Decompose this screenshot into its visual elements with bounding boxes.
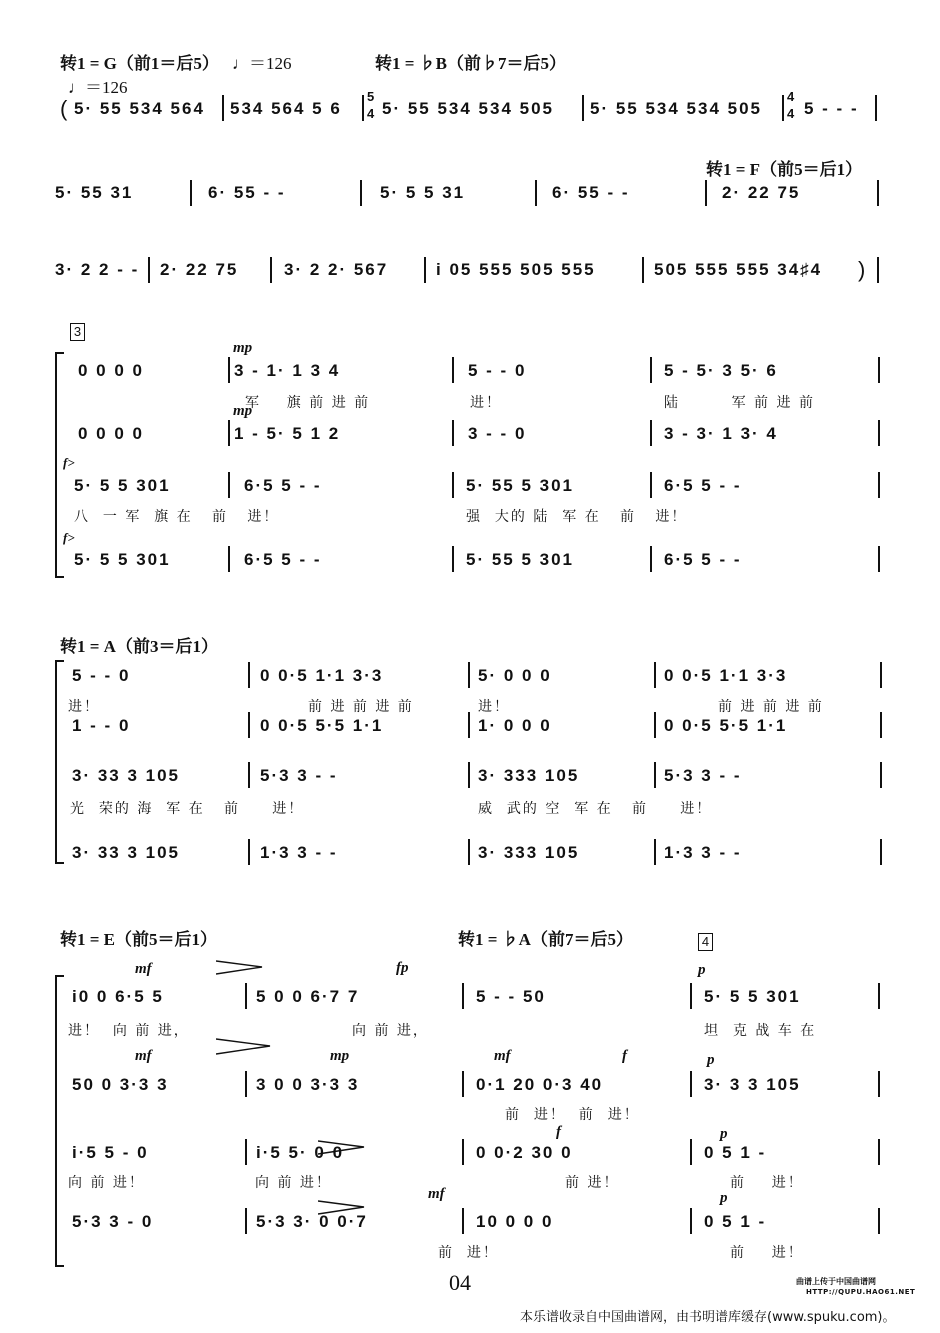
intro-r2-m4: 6· 55 - - (552, 183, 630, 202)
barline (468, 712, 470, 738)
barline (878, 357, 880, 383)
barline (228, 472, 230, 498)
s3-staff4-m3: 5· 55 5 301 (466, 550, 575, 569)
sa-staff4-m4: 1·3 3 - - (664, 843, 742, 862)
barline (245, 1071, 247, 1097)
dynamic-f-accent: f> (63, 530, 75, 545)
dynamic-mp: mp (233, 340, 253, 356)
se-staff1-m1: i0 0 6·5 5 (72, 987, 164, 1006)
watermark-line2: HTTP://QUPU.HAO61.NET (806, 1288, 916, 1296)
barline (875, 95, 877, 121)
barline (650, 420, 652, 446)
barline (880, 712, 882, 738)
lyrics: 前 进！ 前 进！ (505, 1107, 640, 1123)
dynamic-p: p (720, 1126, 728, 1142)
barline (582, 95, 584, 121)
s3-staff2-m2: 1 - 5· 5 1 2 (234, 424, 341, 443)
s3-staff1-m4: 5 - 5· 3 5· 6 (664, 361, 778, 380)
se-staff2-m3: 0·1 20 0·3 40 (476, 1075, 604, 1094)
se-staff3-m1: i·5 5 - 0 (72, 1143, 149, 1162)
sa-staff1-m2: 0 0·5 1·1 3·3 (260, 666, 384, 685)
s3-staff3-m3: 5· 55 5 301 (466, 476, 575, 495)
intro-r3-m3: 3· 2 2· 567 (284, 260, 389, 279)
se-staff1-m3: 5 - - 50 (476, 987, 546, 1006)
rehearsal-mark-4: 4 (698, 933, 713, 951)
intro-r3-m2: 2· 22 75 (160, 260, 239, 279)
dynamic-p: p (707, 1052, 715, 1068)
dynamic-mf: mf (135, 1048, 152, 1064)
sa-staff1-m4: 0 0·5 1·1 3·3 (664, 666, 788, 685)
lyrics: 八 一 军 旗 在 前 进！ (74, 509, 280, 525)
s3-staff2-m1: 0 0 0 0 (78, 424, 144, 443)
barline (245, 1139, 247, 1165)
lyrics: 光 荣的 海 军 在 前 进！ (70, 801, 305, 817)
dynamic-mp: mp (233, 403, 253, 419)
barline (654, 839, 656, 865)
dynamic-mf: mf (494, 1048, 511, 1064)
barline (880, 662, 882, 688)
sa-staff3-m4: 5·3 3 - - (664, 766, 742, 785)
barline (424, 257, 426, 283)
time-signature-den: 4 (787, 106, 797, 121)
barline (878, 1208, 880, 1234)
s3-staff2-m3: 3 - - 0 (468, 424, 527, 443)
barline (228, 546, 230, 572)
close-paren: ) (858, 257, 868, 282)
barline (270, 257, 272, 283)
barline (248, 662, 250, 688)
dynamic-mf: mf (135, 961, 152, 977)
sa-staff2-m1: 1 - - 0 (72, 716, 131, 735)
intro-r2-m1: 5· 55 31 (55, 183, 134, 202)
key-change-ab: 转1 = ♭A（前7＝后5） (458, 930, 633, 949)
barline (878, 1071, 880, 1097)
dynamic-mp: mp (330, 1048, 350, 1064)
sa-staff4-m1: 3· 33 3 105 (72, 843, 181, 862)
se-staff1-m2: 5 0 0 6·7 7 (256, 987, 360, 1006)
intro-r1-m1: 5· 55 534 564 (74, 99, 205, 118)
key-change-bb: 转1 = ♭B（前♭7＝后5） (375, 54, 567, 73)
sa-staff1-m3: 5· 0 0 0 (478, 666, 552, 685)
barline (452, 420, 454, 446)
se-staff3-m2: i·5 5· 0 0 (256, 1143, 345, 1162)
intro-r2-m5: 2· 22 75 (722, 183, 801, 202)
intro-r2-m3: 5· 5 5 31 (380, 183, 466, 202)
dynamic-p: p (698, 962, 706, 978)
system-bracket (55, 660, 64, 864)
open-paren: ( (60, 96, 70, 121)
dynamic-f-accent: f> (63, 455, 75, 470)
s3-staff1-m2: 3 - 1· 1 3 4 (234, 361, 341, 380)
barline (468, 839, 470, 865)
lyrics: 威 武的 空 军 在 前 进！ (478, 801, 713, 817)
rehearsal-mark-3: 3 (70, 323, 85, 341)
barline (877, 180, 879, 206)
se-staff3-m3: 0 0·2 30 0 (476, 1143, 573, 1162)
lyrics: 强 大的 陆 军 在 前 进！ (466, 509, 688, 525)
s3-staff3-m4: 6·5 5 - - (664, 476, 742, 495)
dynamic-mf: mf (428, 1186, 445, 1202)
lyrics: 向 前 进！ (255, 1175, 332, 1191)
barline (248, 839, 250, 865)
barline (650, 472, 652, 498)
s3-staff2-m4: 3 - 3· 1 3· 4 (664, 424, 778, 443)
lyrics: 向 前 进， (352, 1023, 429, 1039)
barline (690, 1139, 692, 1165)
barline (880, 839, 882, 865)
sa-staff4-m2: 1·3 3 - - (260, 843, 338, 862)
barline (452, 472, 454, 498)
se-staff2-m1: 50 0 3·3 3 (72, 1075, 169, 1094)
s3-staff3-m1: 5· 5 5 301 (74, 476, 171, 495)
lyrics: 进！ (470, 395, 502, 411)
barline (878, 983, 880, 1009)
crescendo-hairpin (216, 1036, 272, 1058)
lyrics: 前 进 前 进 前 (308, 699, 414, 715)
sa-staff1-m1: 5 - - 0 (72, 666, 131, 685)
se-staff2-m2: 3 0 0 3·3 3 (256, 1075, 360, 1094)
key-change-a: 转1 = A（前3＝后1） (60, 637, 218, 656)
time-signature-den: 4 (367, 106, 377, 121)
lyrics: 坦 克 战 车 在 (704, 1023, 817, 1039)
key-change-g: 转1 = G（前1＝后5） (60, 54, 219, 73)
barline (650, 546, 652, 572)
barline (462, 1208, 464, 1234)
dynamic-p: p (720, 1190, 728, 1206)
barline (468, 762, 470, 788)
barline (360, 180, 362, 206)
sa-staff3-m1: 3· 33 3 105 (72, 766, 181, 785)
barline (877, 257, 879, 283)
barline (462, 1071, 464, 1097)
dynamic-f: f (556, 1124, 561, 1140)
barline (148, 257, 150, 283)
tempo-marking-left: ♩＝126 (68, 78, 128, 97)
intro-r1-m5: 5 - - - (804, 99, 859, 118)
lyrics: 陆 军 前 进 前 (664, 395, 815, 411)
page-number: 04 (449, 1270, 471, 1295)
barline (878, 1139, 880, 1165)
barline (190, 180, 192, 206)
barline (248, 712, 250, 738)
barline (878, 420, 880, 446)
barline (654, 712, 656, 738)
barline (705, 180, 707, 206)
se-staff4-m4: 0 5 1 - (704, 1212, 767, 1231)
sa-staff2-m3: 1· 0 0 0 (478, 716, 552, 735)
dynamic-fp: fp (396, 960, 409, 976)
barline (462, 1139, 464, 1165)
s3-staff4-m2: 6·5 5 - - (244, 550, 322, 569)
barline (228, 357, 230, 383)
se-staff1-m4: 5· 5 5 301 (704, 987, 801, 1006)
lyrics: 前 进！ (438, 1245, 499, 1261)
barline (690, 1208, 692, 1234)
barline (654, 762, 656, 788)
barline (245, 983, 247, 1009)
barline (654, 662, 656, 688)
intro-r3-m5: 505 555 555 34♯4 (654, 260, 823, 279)
se-staff2-m4: 3· 3 3 105 (704, 1075, 801, 1094)
barline (228, 420, 230, 446)
intro-r1-m3: 5· 55 534 534 505 (382, 99, 555, 118)
lyrics: 进！ (68, 699, 100, 715)
watermark-line1: 曲谱上传于中国曲谱网 (796, 1277, 876, 1286)
se-staff4-m1: 5·3 3 - 0 (72, 1212, 154, 1231)
barline (222, 95, 224, 121)
barline (650, 357, 652, 383)
barline (642, 257, 644, 283)
lyrics: 前 进！ (730, 1245, 804, 1261)
lyrics: 进！ 向 前 进， (68, 1023, 190, 1039)
lyrics: 前 进 前 进 前 (718, 699, 824, 715)
barline (690, 983, 692, 1009)
intro-r1-m2: 534 564 5 6 (230, 99, 342, 118)
crescendo-hairpin (216, 958, 264, 978)
se-staff4-m2: 5·3 3· 0 0·7 (256, 1212, 368, 1231)
intro-r3-m1: 3· 2 2 - - (55, 260, 140, 279)
dynamic-f: f (622, 1048, 627, 1064)
s3-staff4-m1: 5· 5 5 301 (74, 550, 171, 569)
key-change-e: 转1 = E（前5＝后1） (60, 930, 218, 949)
se-staff3-m4: 0 5 1 - (704, 1143, 767, 1162)
se-staff4-m3: 10 0 0 0 (476, 1212, 554, 1231)
lyrics: 向 前 进！ (68, 1175, 145, 1191)
barline (362, 95, 364, 121)
barline (452, 546, 454, 572)
lyrics: 军 旗 前 进 前 (245, 395, 371, 411)
intro-r3-m4: i 05 555 505 555 (436, 260, 596, 279)
barline (245, 1208, 247, 1234)
lyrics: 进！ (478, 699, 510, 715)
s3-staff1-m1: 0 0 0 0 (78, 361, 144, 380)
barline (782, 95, 784, 121)
time-signature-num: 4 (787, 89, 797, 104)
lyrics: 前 进！ (565, 1175, 620, 1191)
barline (248, 762, 250, 788)
intro-r2-m2: 6· 55 - - (208, 183, 286, 202)
sa-staff3-m3: 3· 333 105 (478, 766, 580, 785)
intro-r1-m4: 5· 55 534 534 505 (590, 99, 763, 118)
footer-notice: 本乐谱收录自中国曲谱网，由书明谱库缓存(www.spuku.com)。 (520, 1310, 896, 1325)
barline (535, 180, 537, 206)
sa-staff3-m2: 5·3 3 - - (260, 766, 338, 785)
lyrics: 前 进！ (730, 1175, 804, 1191)
time-signature-num: 5 (367, 89, 377, 104)
s3-staff1-m3: 5 - - 0 (468, 361, 527, 380)
tempo-marking: ♩＝126 (232, 54, 292, 73)
barline (878, 546, 880, 572)
barline (690, 1071, 692, 1097)
barline (468, 662, 470, 688)
s3-staff4-m4: 6·5 5 - - (664, 550, 742, 569)
sa-staff2-m4: 0 0·5 5·5 1·1 (664, 716, 788, 735)
key-change-f: 转1 = F（前5＝后1） (706, 160, 863, 179)
s3-staff3-m2: 6·5 5 - - (244, 476, 322, 495)
barline (462, 983, 464, 1009)
barline (452, 357, 454, 383)
sa-staff2-m2: 0 0·5 5·5 1·1 (260, 716, 384, 735)
barline (878, 472, 880, 498)
sa-staff4-m3: 3· 333 105 (478, 843, 580, 862)
barline (880, 762, 882, 788)
system-bracket (55, 975, 64, 1267)
